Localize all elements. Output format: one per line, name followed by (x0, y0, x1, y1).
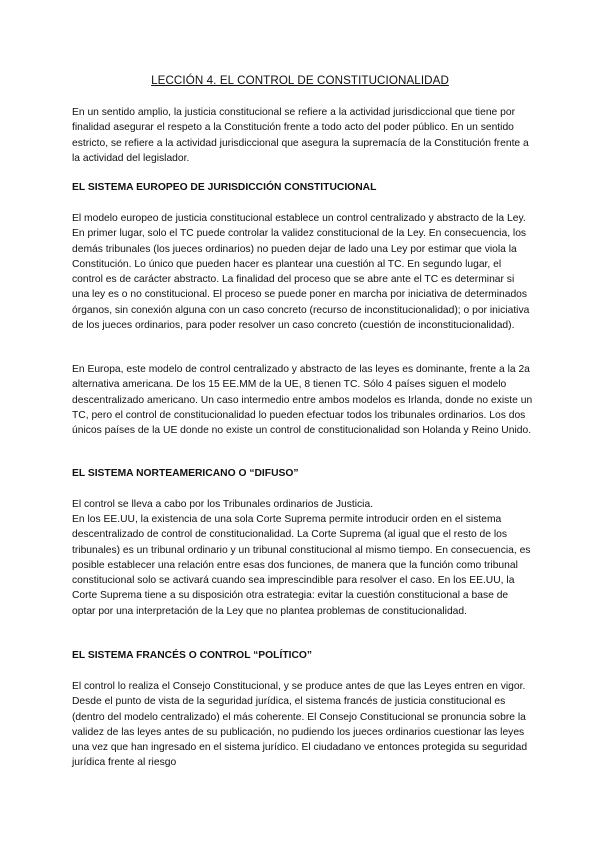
section-norteamericano-paragraph-1: El control se lleva a cabo por los Tribunales ordinarios de Justicia. (72, 499, 374, 510)
section-heading-europeo: EL SISTEMA EUROPEO DE JURISDICCIÓN CONSTITUCIONAL (72, 182, 377, 193)
page-title: LECCIÓN 4. EL CONTROL DE CONSTITUCIONALIDAD (151, 74, 449, 87)
section-frances-paragraph-1: El control lo realiza el Consejo Constitucional, y se produce antes de que las Leyes entren en vigor. Desde el punto de vista de la seguridad jurídica, el sistema francés de justicia constitucional es (dentro del modelo centralizado) el más coherente. El Consejo Constitucional se pronuncia sobre la validez de las leyes antes de su publicación, no pudiendo los jueces ordinarios cuestionar las leyes una vez que han ingresado en el sistema jurídico. El ciudadano ve entonces protegida su seguridad jurídica frente al riesgo (72, 681, 528, 769)
section-europeo-paragraph-2: En Europa, este modelo de control centralizado y abstracto de las leyes es dominante, frente a la 2a alternativa americana. De los 15 EE.MM de la UE, 8 tienen TC. Sólo 4 países siguen el modelo descentralizado americano. Un caso intermedio entre ambos modelos es Irlanda, donde no existe un TC, pero el control de constitucionalidad lo pueden efectuar todos los tribunales ordinarios. Los dos únicos países de la UE donde no existe un control de constitucionalidad son Holanda y Reino Unido. (72, 364, 533, 437)
section-europeo-paragraph-1: El modelo europeo de justicia constitucional establece un control centralizado y abstracto de la Ley. En primer lugar, solo el TC puede controlar la validez constitucional de la Ley. En consecuencia, los demás tribunales (los jueces ordinarios) no pueden dejar de lado una Ley por estimar que viola la Constitución. Lo único que pueden hacer es plantear una cuestión al TC. En segundo lugar, el control es de carácter abstracto. La finalidad del proceso que se abre ante el TC es determinar si una ley es o no constitucional. El proceso se puede poner en marcha por iniciativa de determinados órganos, sin conexión alguna con un caso concreto (recurso de inconstitucionalidad); o por iniciativa de los jueces ordinarios, para poder resolver un caso concreto (cuestión de inconstitucionalidad). (72, 213, 530, 332)
section-heading-norteamericano: EL SISTEMA NORTEAMERICANO O “DIFUSO” (72, 468, 299, 479)
section-heading-frances: EL SISTEMA FRANCÉS O CONTROL “POLÍTICO” (72, 650, 313, 661)
intro-paragraph: En un sentido amplio, la justicia constitucional se refiere a la actividad jurisdiccional que tiene por finalidad asegurar el respeto a la Constitución frente a todo acto del poder público. En un sentido estricto, se refiere a la actividad jurisdiccional que asegura la supremacía de la Constitución frente a la actividad del legislador. (72, 107, 529, 164)
section-norteamericano-paragraph-2: En los EE.UU, la existencia de una sola Corte Suprema permite introducir orden en el sistema descentralizado de control de constitucionalidad. La Corte Suprema (al igual que el resto de los tribunales) es un tribunal ordinario y un tribunal constitucional al mismo tiempo. En consecuencia, es posible establecer una relación entre esas dos funciones, de manera que la función como tribunal constitucional solo se activará cuando sea imprescindible para resolver el caso. En los EE.UU, la Corte Suprema tiene a su disposición otra estrategia: evitar la cuestión constitucional a base de optar por una interpretación de la Ley que no plantea problemas de constitucionalidad. (72, 514, 531, 617)
